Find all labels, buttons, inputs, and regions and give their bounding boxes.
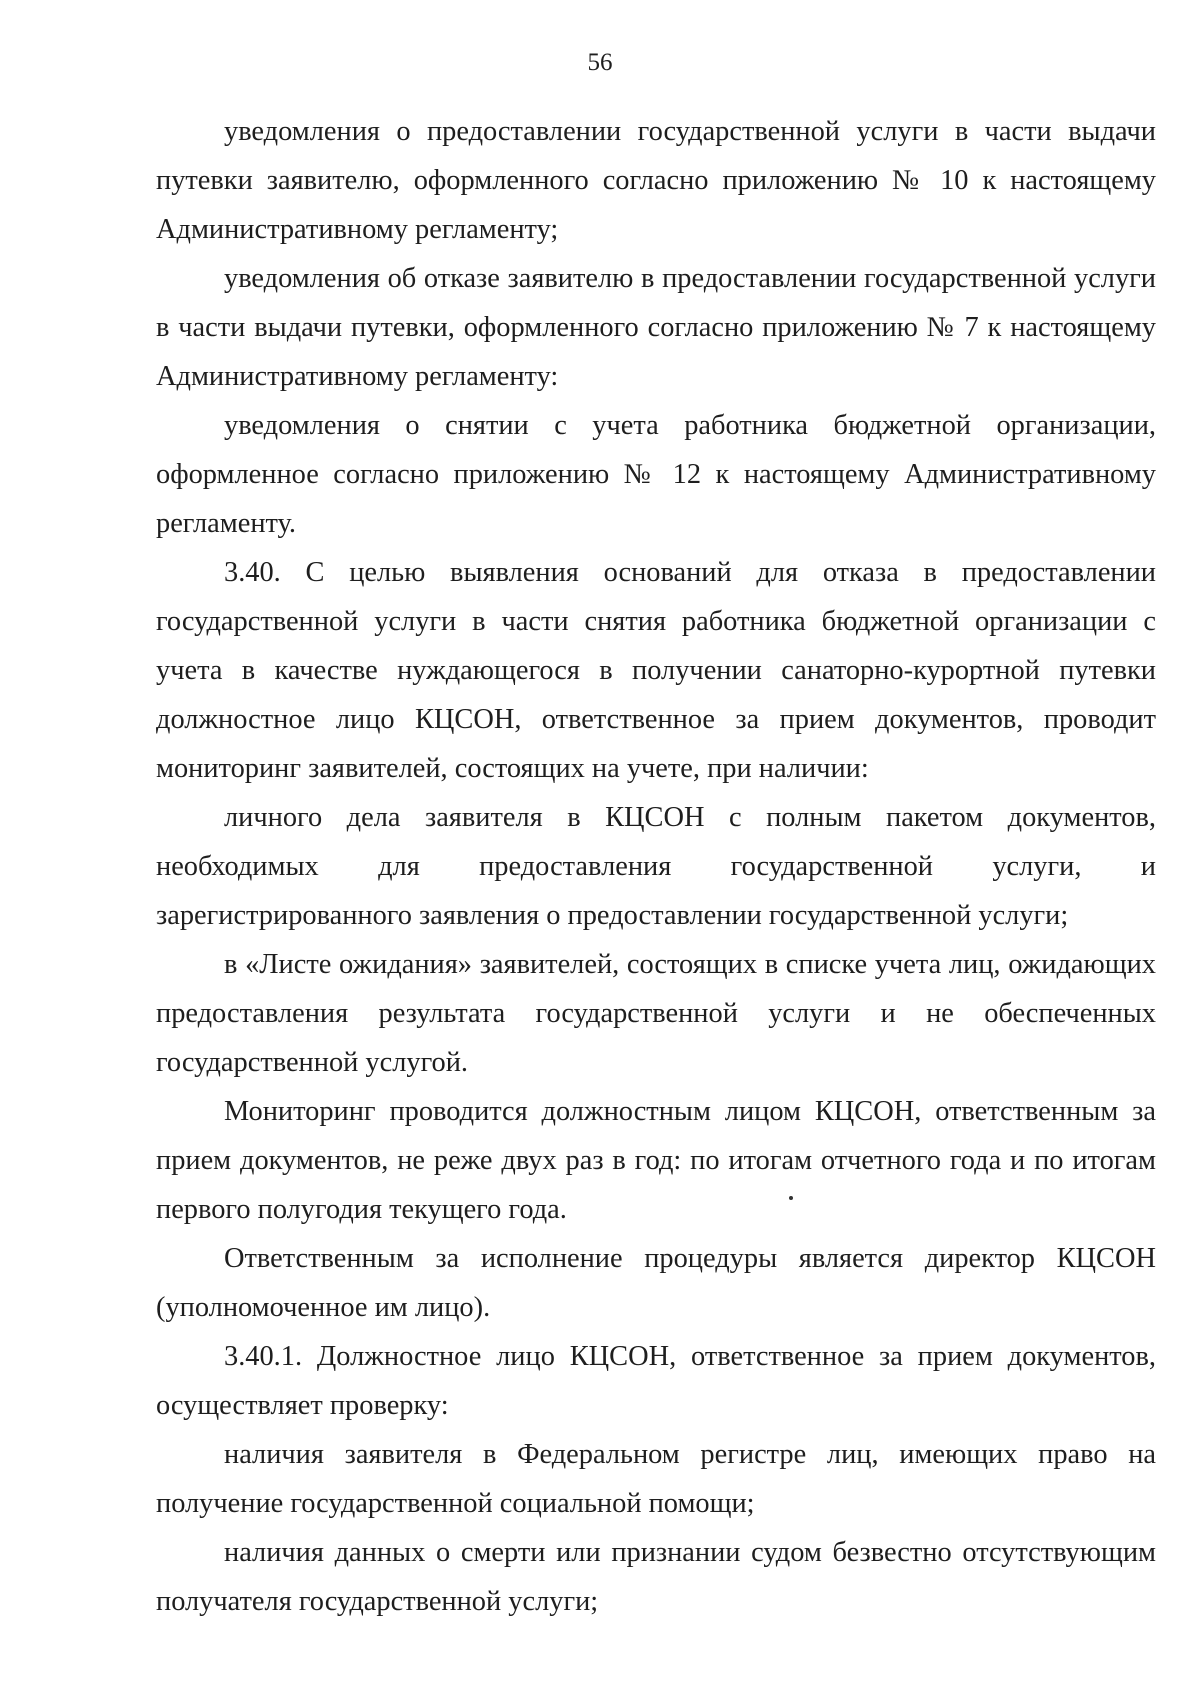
paragraph-personal-file: личного дела заявителя в КЦСОН с полным пакетом документов, необходимых для предоставления государственной услуги, и зарегистрированного заявления о предоставлении государственной услуги; bbox=[156, 802, 1156, 931]
paragraph-notification-removal: уведомления о снятии с учета работника бюджетной организации, оформленное согласно приложению № 12 к настоящему Административному регламенту. bbox=[156, 410, 1156, 539]
paragraph-death-data: наличия данных о смерти или признании судом безвестно отсутствующим получателя государственной услуги; bbox=[156, 1537, 1156, 1617]
paragraph-waiting-list: в «Листе ожидания» заявителей, состоящих в списке учета лиц, ожидающих предоставления результата государственной услуги и не обеспеченных государственной услугой. bbox=[156, 949, 1156, 1078]
document-body bbox=[156, 107, 1156, 1626]
paragraph-3-40-1: 3.40.1. Должностное лицо КЦСОН, ответственное за прием документов, осуществляет проверку: bbox=[156, 1341, 1156, 1421]
paragraph-federal-register: наличия заявителя в Федеральном регистре лиц, имеющих право на получение государственной социальной помощи; bbox=[156, 1439, 1156, 1519]
scan-speck bbox=[789, 1196, 793, 1200]
page-number: 56 bbox=[587, 49, 613, 76]
paragraph-monitoring: Мониторинг проводится должностным лицом КЦСОН, ответственным за прием документов, не реже двух раз в год: по итогам отчетного года и по итогам первого полугодия текущего года. bbox=[156, 1096, 1156, 1225]
paragraph-notification-refusal: уведомления об отказе заявителю в предоставлении государственной услуги в части выдачи путевки, оформленного согласно приложению № 7 к настоящему Административному регламенту: bbox=[156, 263, 1156, 392]
paragraph-notification-grant: уведомления о предоставлении государственной услуги в части выдачи путевки заявителю, оформленного согласно приложению № 10 к настоящему Административному регламенту; bbox=[156, 116, 1156, 245]
paragraph-responsible: Ответственным за исполнение процедуры является директор КЦСОН (уполномоченное им лицо). bbox=[156, 1243, 1156, 1323]
paragraph-3-40: 3.40. С целью выявления оснований для отказа в предоставлении государственной услуги в части снятия работника бюджетной организации с учета в качестве нуждающегося в получении санаторно-курортной путевки должностное лицо КЦСОН, ответственное за прием документов, проводит мониторинг заявителей, состоящих на учете, при наличии: bbox=[156, 557, 1156, 784]
